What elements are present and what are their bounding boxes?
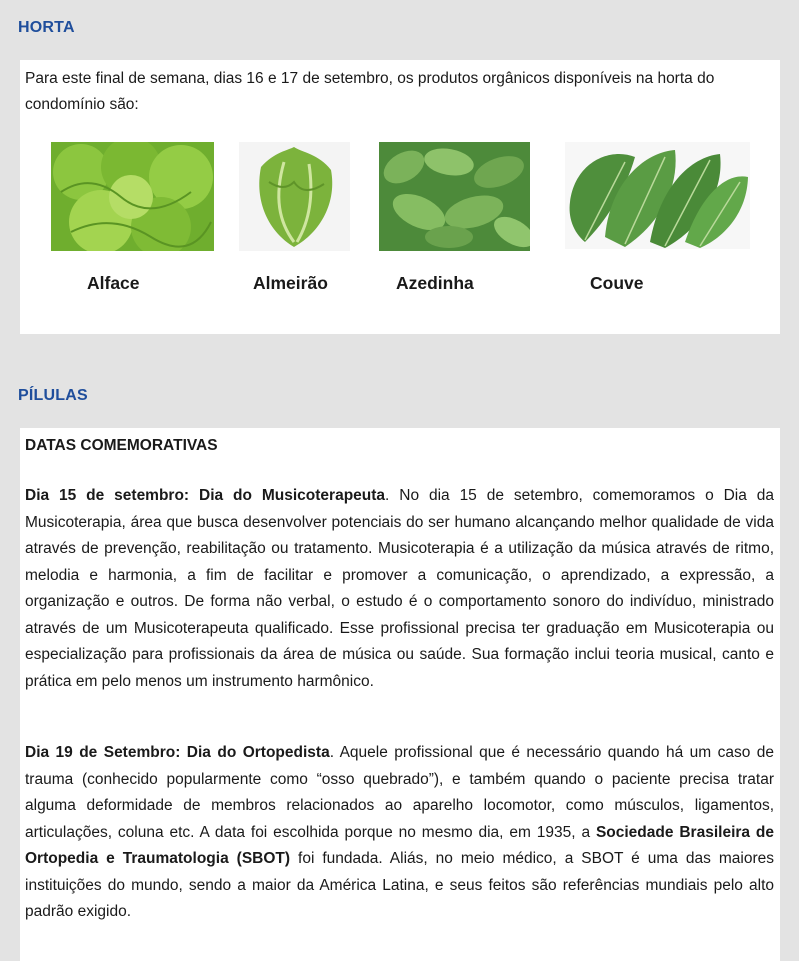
product-label: Almeirão bbox=[253, 273, 328, 293]
paragraph-heading: Dia 15 de setembro: Dia do Musicoterapeuta bbox=[25, 487, 386, 504]
lettuce-photo bbox=[51, 142, 214, 251]
subheading: DATAS COMEMORATIVAS bbox=[25, 437, 218, 454]
product-label: Couve bbox=[590, 273, 644, 293]
paragraph-heading: Dia 19 de Setembro: Dia do Ortopedista bbox=[25, 744, 330, 761]
kale-photo bbox=[565, 142, 750, 249]
product-label: Azedinha bbox=[396, 273, 474, 293]
pilulas-panel bbox=[20, 428, 780, 961]
organization-name: Sociedade Brasileira de Ortopedia e Traumatologia (SBOT) bbox=[25, 823, 774, 867]
sorrel-photo bbox=[379, 142, 530, 251]
horta-intro: Para este final de semana, dias 16 e 17 de setembro, os produtos orgânicos disponíveis na horta do condomínio são: bbox=[25, 70, 715, 113]
paragraph-text: foi fundada. Aliás, no meio médico, a SBOT é uma das maiores instituições do mundo, sendo a maior da América Latina, e seus feitos são referências mundiais pelo alto padrão exigido. bbox=[25, 850, 774, 920]
chicory-photo bbox=[239, 142, 350, 251]
paragraph-text: . No dia 15 de setembro, comemoramos o Dia da Musicoterapia, área que busca desenvolver potenciais do ser humano alcançando melhor qualidade de vida através de prevenção, reabilitação ou tratamento. Musicoterapia é a utilização da música através de ritmo, melodia e harmonia, a fim de facilitar e promover a comunicação, o aprendizado, a expressão, a organização e outros. De forma não verbal, o estudo é o comportamento sonoro do indivíduo, ministrado através de um Musicoterapeuta qualificado. Esse profissional precisa ter graduação em Musicoterapia ou especialização para profissionais da área de música ou saúde. Sua formação inclui teoria musical, canto e prática em pelo menos um instrumento harmônico. bbox=[25, 487, 775, 690]
product-label: Alface bbox=[87, 273, 140, 293]
section-title-pilulas: PÍLULAS bbox=[18, 387, 88, 404]
horta-panel bbox=[20, 60, 780, 334]
paragraph-ortopedista bbox=[25, 740, 774, 926]
section-title-horta: HORTA bbox=[18, 19, 75, 36]
paragraph-text: . Aquele profissional que é necessário quando há um caso de trauma (conhecido popularmente como “osso quebrado”), e também quando o paciente precisa tratar alguma deformidade de membros relacionados ao aparelho locomotor, como músculos, ligamentos, articulações, coluna etc. A data foi escolhida porque no mesmo dia, em 1935, a bbox=[25, 744, 774, 841]
paragraph-musicoterapeuta bbox=[25, 483, 774, 695]
